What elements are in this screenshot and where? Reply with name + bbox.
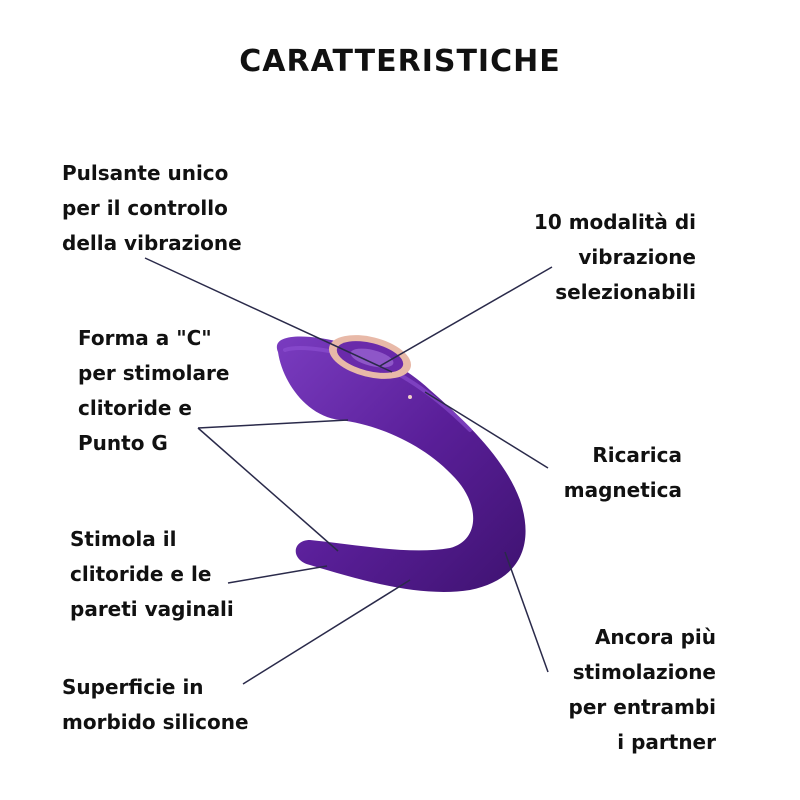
label-modalita-line-3: selezionabili bbox=[555, 280, 696, 304]
label-pulsante-line-2: per il controllo bbox=[62, 196, 228, 220]
label-modalita-line-2: vibrazione bbox=[578, 245, 696, 269]
label-ricarica bbox=[564, 438, 682, 508]
label-superficie bbox=[62, 670, 249, 740]
label-pulsante-line-3: della vibrazione bbox=[62, 231, 242, 255]
label-superficie-line-1: Superficie in bbox=[62, 675, 204, 699]
label-ancora bbox=[569, 620, 716, 760]
label-pulsante bbox=[62, 156, 242, 261]
label-forma bbox=[78, 321, 229, 461]
label-stimola-line-3: pareti vaginali bbox=[70, 597, 234, 621]
label-ricarica-line-2: magnetica bbox=[563, 478, 682, 502]
leader-line-superficie bbox=[243, 580, 410, 684]
label-ancora-line-2: stimolazione bbox=[572, 660, 716, 684]
label-ancora-line-3: per entrambi bbox=[568, 695, 716, 719]
label-stimola-line-1: Stimola il bbox=[70, 527, 177, 551]
page-title: CARATTERISTICHE bbox=[239, 44, 561, 79]
label-modalita bbox=[534, 205, 696, 310]
leader-line-ancora bbox=[505, 552, 548, 672]
leader-line-stimola bbox=[228, 566, 327, 583]
label-forma-line-4: Punto G bbox=[78, 431, 168, 455]
label-pulsante-line-1: Pulsante unico bbox=[62, 161, 229, 185]
label-forma-line-3: clitoride e bbox=[78, 396, 192, 420]
label-modalita-line-1: 10 modalità di bbox=[533, 210, 696, 234]
label-stimola-line-2: clitoride e le bbox=[70, 562, 212, 586]
label-ancora-line-1: Ancora più bbox=[594, 625, 716, 649]
label-ancora-line-4: i partner bbox=[617, 730, 716, 754]
label-ricarica-line-1: Ricarica bbox=[592, 443, 682, 467]
label-stimola bbox=[70, 522, 234, 627]
leader-line-modalita bbox=[380, 267, 552, 366]
label-superficie-line-2: morbido silicone bbox=[62, 710, 249, 734]
label-forma-line-1: Forma a "C" bbox=[78, 326, 212, 350]
label-forma-line-2: per stimolare bbox=[78, 361, 230, 385]
